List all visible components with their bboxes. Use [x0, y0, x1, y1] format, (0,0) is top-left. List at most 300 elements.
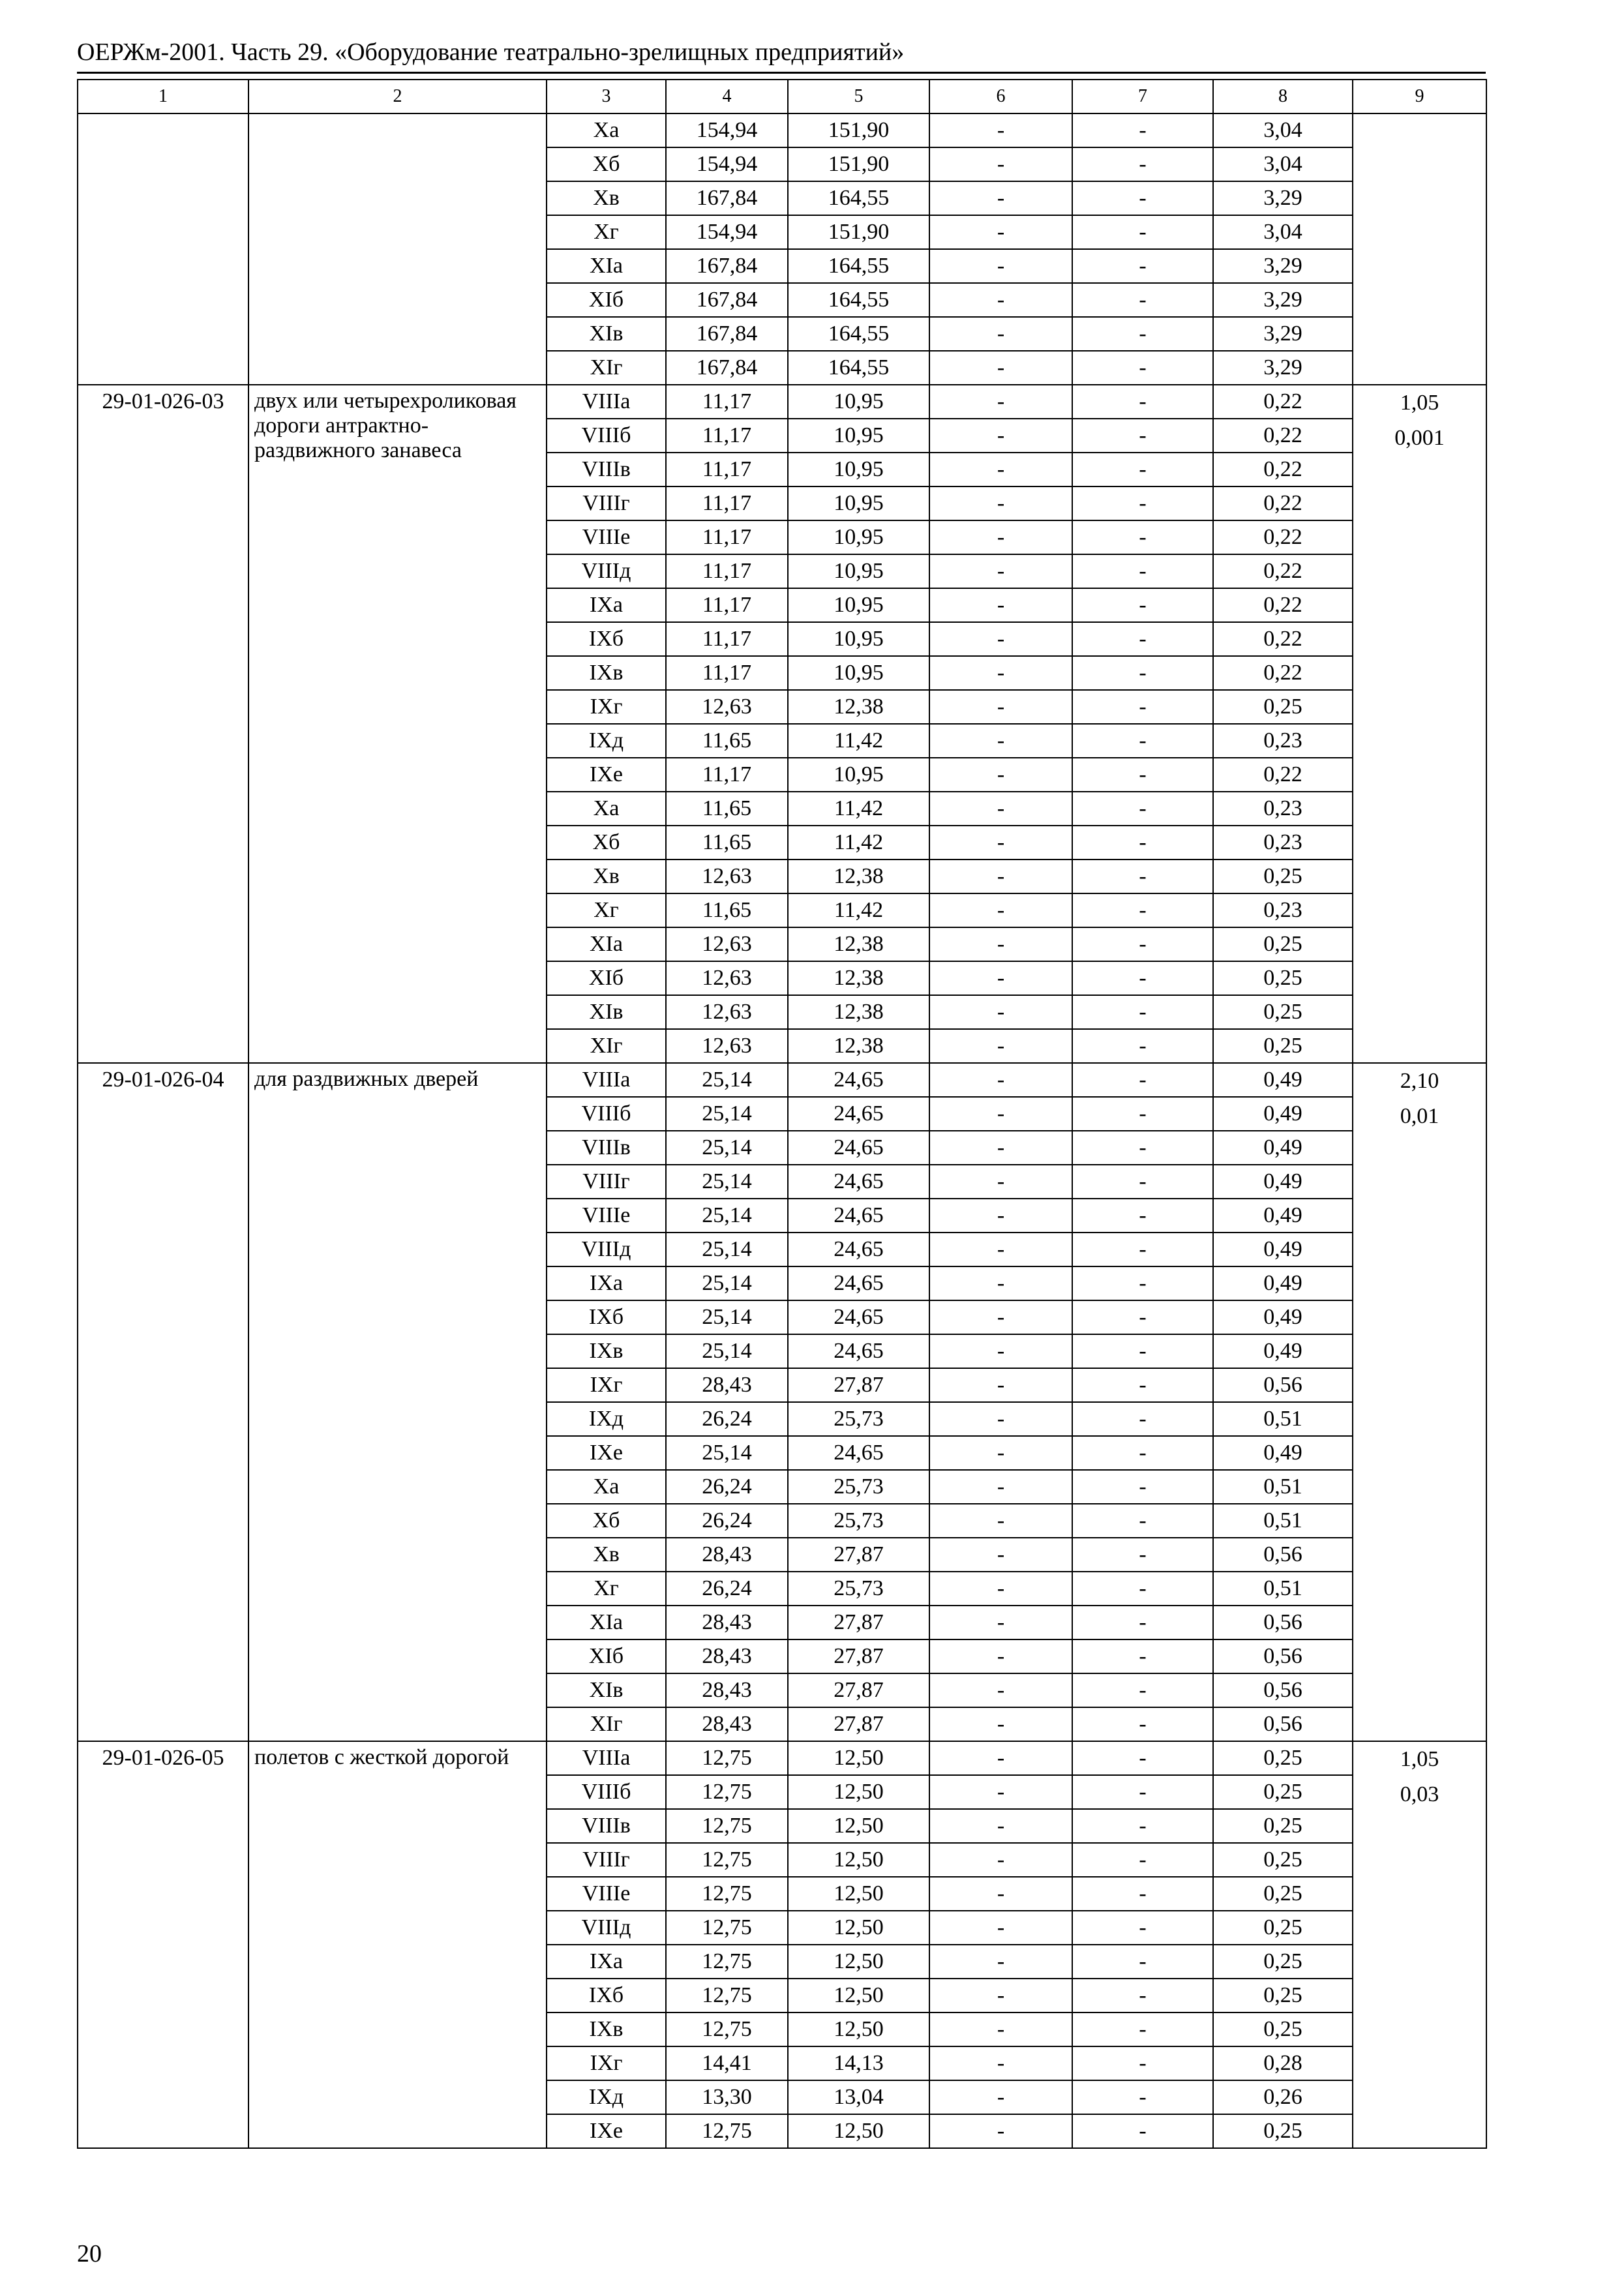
- materials-cell: [1353, 385, 1486, 1063]
- value-cell: -: [929, 1979, 1072, 2012]
- value-cell: -: [1072, 1368, 1213, 1402]
- category-cell: Xа: [547, 1470, 666, 1504]
- value-cell: 11,65: [666, 792, 788, 826]
- value-cell: 10,95: [788, 419, 929, 453]
- value-cell: -: [929, 1436, 1072, 1470]
- value-cell: -: [929, 1911, 1072, 1945]
- value-cell: -: [1072, 1979, 1213, 2012]
- value-cell: -: [929, 1029, 1072, 1063]
- value-cell: 0,22: [1213, 588, 1353, 622]
- category-cell: IXа: [547, 588, 666, 622]
- value-cell: 151,90: [788, 113, 929, 147]
- value-cell: 0,25: [1213, 1945, 1353, 1979]
- category-cell: IXг: [547, 1368, 666, 1402]
- value-cell: 10,95: [788, 520, 929, 554]
- value-cell: -: [929, 520, 1072, 554]
- category-cell: IXе: [547, 758, 666, 792]
- value-cell: 24,65: [788, 1300, 929, 1334]
- category-cell: IXв: [547, 656, 666, 690]
- value-cell: -: [1072, 860, 1213, 893]
- value-cell: -: [929, 1334, 1072, 1368]
- value-cell: 12,63: [666, 995, 788, 1029]
- value-cell: -: [1072, 385, 1213, 419]
- value-cell: 12,50: [788, 1979, 929, 2012]
- value-cell: -: [929, 1504, 1072, 1538]
- value-cell: 0,22: [1213, 520, 1353, 554]
- column-number: 7: [1072, 80, 1213, 113]
- materials-cell: [1353, 113, 1486, 385]
- work-description: [248, 113, 547, 385]
- value-cell: -: [1072, 2046, 1213, 2080]
- value-cell: 3,29: [1213, 249, 1353, 283]
- value-cell: -: [1072, 453, 1213, 486]
- value-cell: -: [1072, 2114, 1213, 2148]
- value-cell: 0,56: [1213, 1707, 1353, 1741]
- value-cell: -: [1072, 1606, 1213, 1639]
- value-cell: 0,49: [1213, 1165, 1353, 1199]
- category-cell: VIIIа: [547, 385, 666, 419]
- value-cell: -: [1072, 758, 1213, 792]
- value-cell: 164,55: [788, 181, 929, 215]
- value-cell: -: [929, 1809, 1072, 1843]
- value-cell: 10,95: [788, 486, 929, 520]
- value-cell: -: [1072, 419, 1213, 453]
- category-cell: XIб: [547, 961, 666, 995]
- value-cell: 27,87: [788, 1538, 929, 1572]
- rate-code: 29-01-026-04: [78, 1063, 248, 1741]
- value-cell: -: [929, 1945, 1072, 1979]
- rate-code: 29-01-026-03: [78, 385, 248, 1063]
- value-cell: 24,65: [788, 1097, 929, 1131]
- value-cell: -: [929, 147, 1072, 181]
- category-cell: XIа: [547, 927, 666, 961]
- value-cell: 25,14: [666, 1436, 788, 1470]
- value-cell: 0,49: [1213, 1334, 1353, 1368]
- value-cell: 12,50: [788, 1843, 929, 1877]
- value-cell: 25,14: [666, 1266, 788, 1300]
- value-cell: 25,14: [666, 1300, 788, 1334]
- value-cell: 12,75: [666, 1741, 788, 1775]
- category-cell: IXд: [547, 1402, 666, 1436]
- value-cell: 0,51: [1213, 1504, 1353, 1538]
- materials-cell: [1353, 1063, 1486, 1741]
- value-cell: 26,24: [666, 1470, 788, 1504]
- value-cell: 25,73: [788, 1504, 929, 1538]
- category-cell: Xб: [547, 826, 666, 860]
- rate-code: 29-01-026-05: [78, 1741, 248, 2148]
- value-cell: -: [929, 249, 1072, 283]
- value-cell: -: [1072, 826, 1213, 860]
- value-cell: 10,95: [788, 385, 929, 419]
- value-cell: 11,17: [666, 622, 788, 656]
- value-cell: 25,14: [666, 1199, 788, 1233]
- category-cell: VIIIд: [547, 1911, 666, 1945]
- header-divider: [77, 72, 1486, 74]
- value-cell: 11,65: [666, 893, 788, 927]
- value-cell: 0,51: [1213, 1572, 1353, 1606]
- work-description: для раздвижных дверей: [248, 1063, 547, 1741]
- category-cell: VIIIв: [547, 1131, 666, 1165]
- category-cell: Xб: [547, 147, 666, 181]
- value-cell: -: [1072, 1199, 1213, 1233]
- category-cell: IXе: [547, 2114, 666, 2148]
- category-cell: VIIIв: [547, 453, 666, 486]
- category-cell: Xв: [547, 181, 666, 215]
- materials-value: 2,10: [1400, 1069, 1439, 1093]
- value-cell: 0,25: [1213, 1843, 1353, 1877]
- value-cell: -: [1072, 622, 1213, 656]
- value-cell: -: [1072, 215, 1213, 249]
- category-cell: VIIIг: [547, 486, 666, 520]
- value-cell: -: [929, 1165, 1072, 1199]
- value-cell: -: [929, 1707, 1072, 1741]
- category-cell: IXв: [547, 1334, 666, 1368]
- column-number-row: [78, 80, 1486, 113]
- category-cell: XIг: [547, 1707, 666, 1741]
- category-cell: Xа: [547, 792, 666, 826]
- value-cell: -: [929, 1063, 1072, 1097]
- category-cell: XIв: [547, 995, 666, 1029]
- value-cell: 10,95: [788, 758, 929, 792]
- value-cell: 0,25: [1213, 995, 1353, 1029]
- category-cell: VIIIб: [547, 1097, 666, 1131]
- value-cell: 154,94: [666, 147, 788, 181]
- value-cell: 11,42: [788, 792, 929, 826]
- value-cell: 164,55: [788, 283, 929, 317]
- value-cell: 0,25: [1213, 2114, 1353, 2148]
- column-number: 1: [78, 80, 248, 113]
- value-cell: 0,49: [1213, 1131, 1353, 1165]
- value-cell: 24,65: [788, 1334, 929, 1368]
- value-cell: 24,65: [788, 1165, 929, 1199]
- value-cell: 11,17: [666, 385, 788, 419]
- value-cell: -: [929, 1877, 1072, 1911]
- value-cell: 154,94: [666, 113, 788, 147]
- value-cell: 12,50: [788, 1877, 929, 1911]
- category-cell: IXб: [547, 1300, 666, 1334]
- value-cell: 26,24: [666, 1572, 788, 1606]
- value-cell: 0,25: [1213, 1741, 1353, 1775]
- value-cell: 12,75: [666, 1775, 788, 1809]
- category-cell: VIIIа: [547, 1063, 666, 1097]
- rates-table-container: [77, 79, 1486, 2149]
- value-cell: 0,25: [1213, 2012, 1353, 2046]
- value-cell: 11,17: [666, 758, 788, 792]
- rates-table: [77, 79, 1487, 2149]
- value-cell: -: [1072, 1436, 1213, 1470]
- value-cell: -: [1072, 792, 1213, 826]
- value-cell: 12,63: [666, 860, 788, 893]
- value-cell: -: [929, 2080, 1072, 2114]
- value-cell: 12,75: [666, 1945, 788, 1979]
- value-cell: -: [1072, 1504, 1213, 1538]
- category-cell: IXг: [547, 2046, 666, 2080]
- value-cell: 0,56: [1213, 1538, 1353, 1572]
- value-cell: 12,50: [788, 1809, 929, 1843]
- value-cell: -: [1072, 1911, 1213, 1945]
- value-cell: -: [1072, 927, 1213, 961]
- materials-value: 1,05: [1400, 1747, 1439, 1771]
- category-cell: Xг: [547, 215, 666, 249]
- category-cell: Xв: [547, 860, 666, 893]
- value-cell: -: [1072, 1131, 1213, 1165]
- value-cell: 25,14: [666, 1334, 788, 1368]
- value-cell: -: [929, 1775, 1072, 1809]
- value-cell: 24,65: [788, 1199, 929, 1233]
- category-cell: VIIIб: [547, 1775, 666, 1809]
- value-cell: 0,49: [1213, 1233, 1353, 1266]
- value-cell: -: [1072, 1673, 1213, 1707]
- value-cell: 0,49: [1213, 1199, 1353, 1233]
- value-cell: -: [929, 486, 1072, 520]
- value-cell: -: [929, 1572, 1072, 1606]
- value-cell: -: [929, 215, 1072, 249]
- value-cell: 12,75: [666, 1911, 788, 1945]
- value-cell: 27,87: [788, 1606, 929, 1639]
- value-cell: 0,56: [1213, 1368, 1353, 1402]
- value-cell: -: [1072, 520, 1213, 554]
- category-cell: VIIIв: [547, 1809, 666, 1843]
- value-cell: -: [929, 317, 1072, 351]
- value-cell: 167,84: [666, 317, 788, 351]
- value-cell: 24,65: [788, 1131, 929, 1165]
- value-cell: 0,25: [1213, 1979, 1353, 2012]
- value-cell: -: [929, 1368, 1072, 1402]
- value-cell: 167,84: [666, 351, 788, 385]
- value-cell: 25,14: [666, 1233, 788, 1266]
- value-cell: -: [1072, 1165, 1213, 1199]
- category-cell: VIIIд: [547, 1233, 666, 1266]
- value-cell: 26,24: [666, 1402, 788, 1436]
- value-cell: -: [1072, 961, 1213, 995]
- category-cell: IXб: [547, 1979, 666, 2012]
- value-cell: 27,87: [788, 1673, 929, 1707]
- value-cell: 167,84: [666, 249, 788, 283]
- value-cell: 28,43: [666, 1673, 788, 1707]
- value-cell: 0,22: [1213, 486, 1353, 520]
- category-cell: IXб: [547, 622, 666, 656]
- value-cell: -: [1072, 249, 1213, 283]
- value-cell: -: [929, 656, 1072, 690]
- value-cell: -: [929, 961, 1072, 995]
- value-cell: -: [1072, 1233, 1213, 1266]
- value-cell: -: [929, 588, 1072, 622]
- rates-table-body: [78, 80, 1486, 2148]
- value-cell: 0,25: [1213, 1877, 1353, 1911]
- value-cell: 164,55: [788, 317, 929, 351]
- value-cell: -: [1072, 351, 1213, 385]
- value-cell: 12,38: [788, 961, 929, 995]
- value-cell: -: [1072, 283, 1213, 317]
- category-cell: Xв: [547, 1538, 666, 1572]
- value-cell: 0,25: [1213, 860, 1353, 893]
- value-cell: 167,84: [666, 181, 788, 215]
- value-cell: 167,84: [666, 283, 788, 317]
- value-cell: 27,87: [788, 1639, 929, 1673]
- value-cell: 154,94: [666, 215, 788, 249]
- value-cell: 11,17: [666, 453, 788, 486]
- table-row: [78, 385, 1486, 419]
- value-cell: 0,26: [1213, 2080, 1353, 2114]
- value-cell: 0,28: [1213, 2046, 1353, 2080]
- category-cell: VIIIг: [547, 1843, 666, 1877]
- value-cell: 0,25: [1213, 1775, 1353, 1809]
- value-cell: 11,42: [788, 724, 929, 758]
- value-cell: 24,65: [788, 1266, 929, 1300]
- value-cell: 12,75: [666, 1809, 788, 1843]
- value-cell: -: [1072, 1402, 1213, 1436]
- value-cell: 0,22: [1213, 622, 1353, 656]
- column-number: 6: [929, 80, 1072, 113]
- value-cell: 26,24: [666, 1504, 788, 1538]
- value-cell: 28,43: [666, 1707, 788, 1741]
- value-cell: -: [1072, 1945, 1213, 1979]
- value-cell: 12,50: [788, 1741, 929, 1775]
- value-cell: -: [929, 554, 1072, 588]
- category-cell: XIб: [547, 1639, 666, 1673]
- page-header: ОЕРЖм-2001. Часть 29. «Оборудование театрально-зрелищных предприятий»: [77, 38, 905, 66]
- materials-value: 0,001: [1394, 426, 1445, 450]
- value-cell: -: [1072, 1300, 1213, 1334]
- value-cell: 0,22: [1213, 453, 1353, 486]
- value-cell: 0,25: [1213, 1029, 1353, 1063]
- value-cell: 12,63: [666, 1029, 788, 1063]
- value-cell: 10,95: [788, 588, 929, 622]
- category-cell: VIIIб: [547, 419, 666, 453]
- column-number: 3: [547, 80, 666, 113]
- value-cell: 25,73: [788, 1402, 929, 1436]
- value-cell: 12,50: [788, 1911, 929, 1945]
- category-cell: VIIIе: [547, 520, 666, 554]
- value-cell: -: [1072, 690, 1213, 724]
- materials-cell: [1353, 1741, 1486, 2148]
- value-cell: -: [929, 283, 1072, 317]
- category-cell: IXд: [547, 2080, 666, 2114]
- value-cell: 14,41: [666, 2046, 788, 2080]
- value-cell: 0,25: [1213, 690, 1353, 724]
- value-cell: -: [1072, 113, 1213, 147]
- value-cell: 0,22: [1213, 758, 1353, 792]
- category-cell: VIIIд: [547, 554, 666, 588]
- value-cell: 0,49: [1213, 1063, 1353, 1097]
- value-cell: 12,75: [666, 1877, 788, 1911]
- value-cell: -: [929, 2046, 1072, 2080]
- value-cell: 11,42: [788, 826, 929, 860]
- value-cell: 0,25: [1213, 1809, 1353, 1843]
- value-cell: 0,49: [1213, 1266, 1353, 1300]
- value-cell: -: [1072, 181, 1213, 215]
- value-cell: 0,51: [1213, 1470, 1353, 1504]
- value-cell: 12,63: [666, 690, 788, 724]
- value-cell: -: [929, 1538, 1072, 1572]
- table-row: [78, 113, 1486, 147]
- value-cell: -: [929, 1639, 1072, 1673]
- value-cell: -: [929, 2114, 1072, 2148]
- category-cell: XIв: [547, 317, 666, 351]
- value-cell: 12,50: [788, 1945, 929, 1979]
- value-cell: -: [1072, 317, 1213, 351]
- value-cell: 27,87: [788, 1707, 929, 1741]
- value-cell: -: [929, 1199, 1072, 1233]
- value-cell: 28,43: [666, 1538, 788, 1572]
- value-cell: 27,87: [788, 1368, 929, 1402]
- value-cell: 25,14: [666, 1097, 788, 1131]
- category-cell: IXв: [547, 2012, 666, 2046]
- value-cell: 11,17: [666, 588, 788, 622]
- value-cell: 3,29: [1213, 283, 1353, 317]
- column-number: 5: [788, 80, 929, 113]
- value-cell: -: [929, 1131, 1072, 1165]
- value-cell: -: [1072, 995, 1213, 1029]
- value-cell: -: [929, 1606, 1072, 1639]
- category-cell: IXд: [547, 724, 666, 758]
- value-cell: 13,04: [788, 2080, 929, 2114]
- value-cell: -: [1072, 1063, 1213, 1097]
- value-cell: -: [929, 351, 1072, 385]
- value-cell: 12,63: [666, 961, 788, 995]
- value-cell: 164,55: [788, 249, 929, 283]
- value-cell: 11,65: [666, 724, 788, 758]
- value-cell: -: [929, 1266, 1072, 1300]
- column-number: 2: [248, 80, 547, 113]
- value-cell: 11,42: [788, 893, 929, 927]
- materials-value: 0,03: [1400, 1782, 1439, 1806]
- value-cell: 0,56: [1213, 1639, 1353, 1673]
- value-cell: -: [1072, 588, 1213, 622]
- value-cell: -: [929, 995, 1072, 1029]
- column-number: 4: [666, 80, 788, 113]
- value-cell: -: [929, 2012, 1072, 2046]
- value-cell: -: [1072, 1470, 1213, 1504]
- value-cell: 0,56: [1213, 1606, 1353, 1639]
- value-cell: 3,29: [1213, 181, 1353, 215]
- value-cell: 0,25: [1213, 1911, 1353, 1945]
- value-cell: 0,23: [1213, 893, 1353, 927]
- value-cell: -: [1072, 893, 1213, 927]
- value-cell: 0,23: [1213, 724, 1353, 758]
- value-cell: 11,17: [666, 486, 788, 520]
- value-cell: -: [929, 419, 1072, 453]
- value-cell: -: [929, 1233, 1072, 1266]
- value-cell: 11,17: [666, 656, 788, 690]
- value-cell: 0,22: [1213, 554, 1353, 588]
- value-cell: 28,43: [666, 1606, 788, 1639]
- value-cell: -: [929, 622, 1072, 656]
- value-cell: 12,38: [788, 927, 929, 961]
- value-cell: -: [1072, 1538, 1213, 1572]
- value-cell: 0,23: [1213, 792, 1353, 826]
- value-cell: -: [1072, 486, 1213, 520]
- column-number: 9: [1353, 80, 1486, 113]
- value-cell: 0,23: [1213, 826, 1353, 860]
- value-cell: -: [929, 893, 1072, 927]
- work-description: двух или четырехроликовая дороги антрактно-раздвижного занавеса: [248, 385, 547, 1063]
- value-cell: 12,75: [666, 1979, 788, 2012]
- value-cell: 0,49: [1213, 1436, 1353, 1470]
- category-cell: XIб: [547, 283, 666, 317]
- value-cell: -: [929, 1843, 1072, 1877]
- value-cell: -: [1072, 1741, 1213, 1775]
- value-cell: -: [1072, 724, 1213, 758]
- value-cell: 11,17: [666, 554, 788, 588]
- value-cell: 12,75: [666, 2012, 788, 2046]
- category-cell: XIг: [547, 1029, 666, 1063]
- value-cell: 0,49: [1213, 1097, 1353, 1131]
- value-cell: -: [1072, 1639, 1213, 1673]
- value-cell: 3,04: [1213, 215, 1353, 249]
- category-cell: XIа: [547, 1606, 666, 1639]
- value-cell: 24,65: [788, 1233, 929, 1266]
